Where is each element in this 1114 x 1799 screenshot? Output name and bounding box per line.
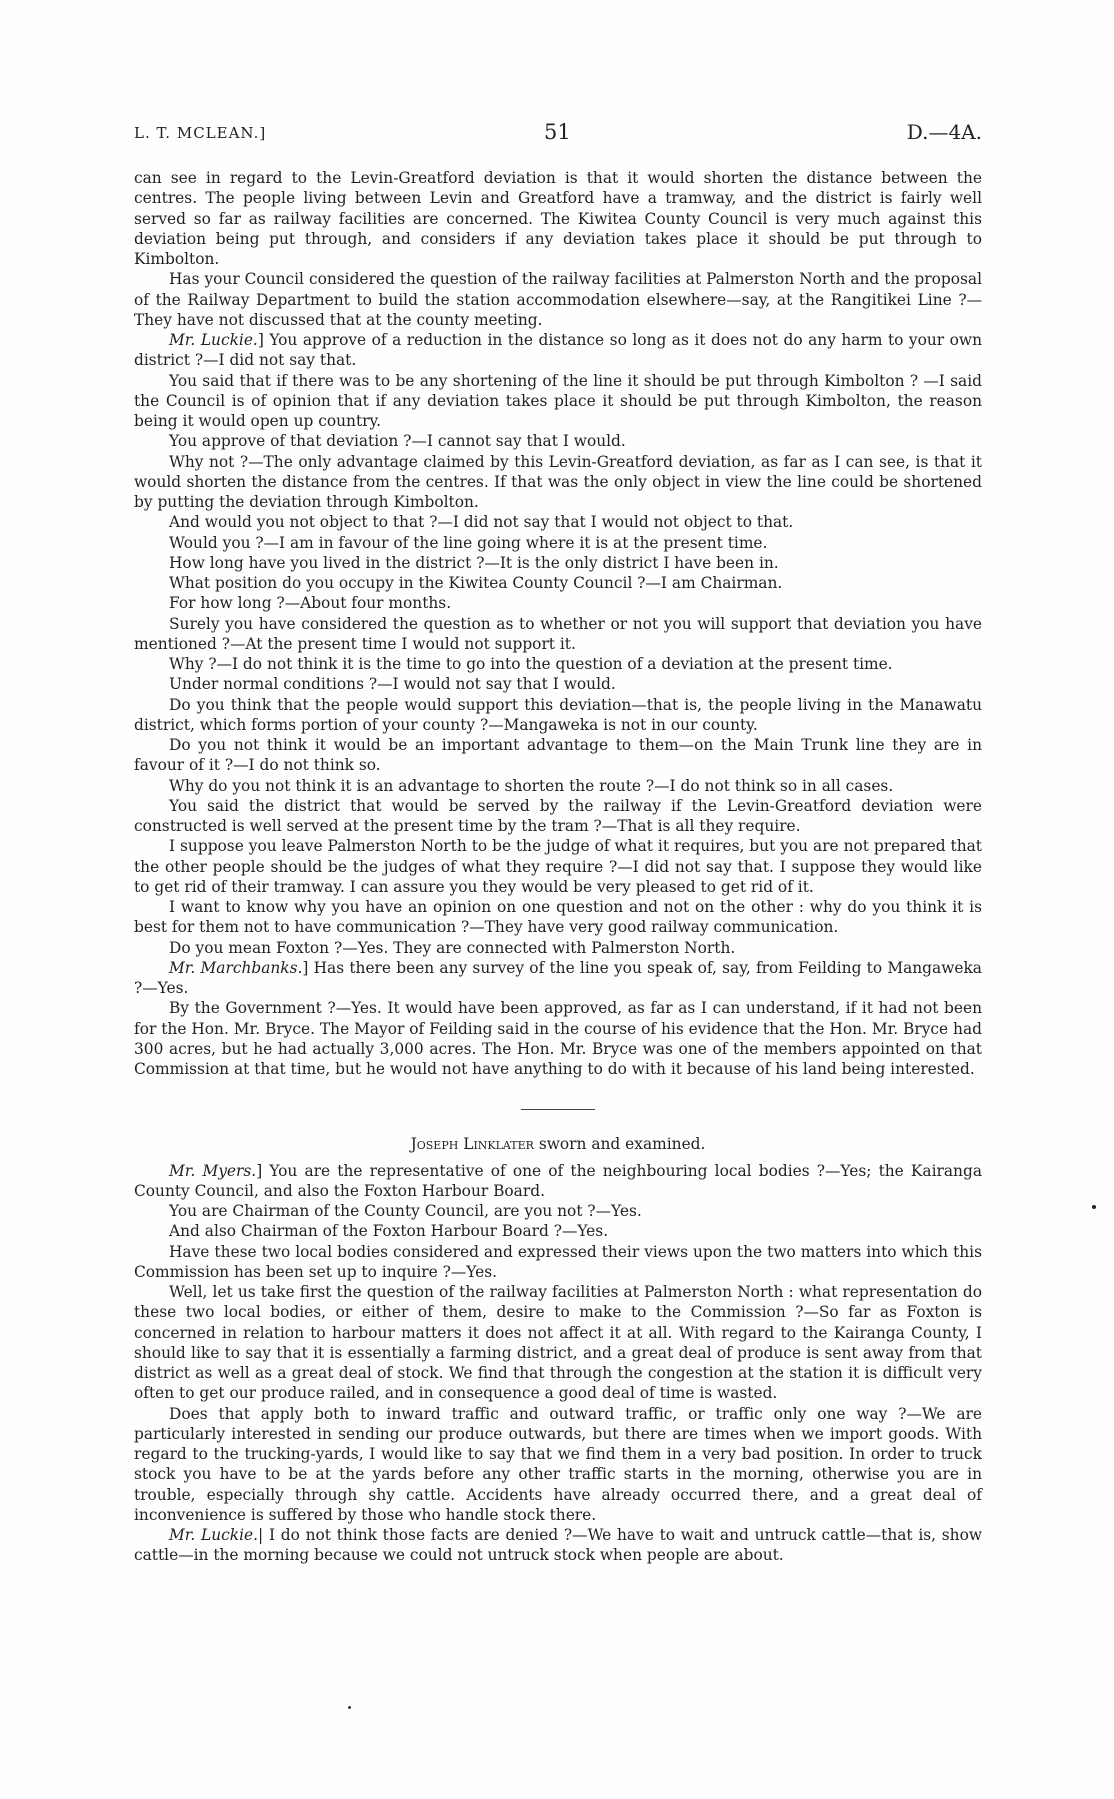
page-number: 51 <box>544 120 571 144</box>
paragraph-text: I do not think those facts are denied ?—We have to wait and untruck cattle—that is, show cattle—in the morning because we could not untruck stock when people are about. <box>134 1526 983 1565</box>
paragraph: Mr. Myers.] You are the representative of one of the neighbouring local bodies ?—Yes; the Kairanga County Council, and also the Foxton Harbour Board. <box>134 1161 982 1200</box>
paragraph: can see in regard to the Levin-Greatford deviation is that it would shorten the distance between the centres. The people living between Levin and Greatford have a tramway, and the district is fairly well served so far as railway facilities are concerned. The Kiwitea County Council is very much against this deviation being put through, and considers if any deviation takes place it should be put through to Kimbolton. <box>134 169 982 268</box>
header-witness: L. T. MCLEAN.] <box>134 124 267 142</box>
paragraph-text: You approve of a reduction in the distance so long as it does not do any harm to your own district ?—I did not say that. <box>134 331 982 370</box>
paragraph-text: Has there been any survey of the line you speak of, say, from Feilding to Mangaweka ?—Yes. <box>134 958 982 997</box>
paragraph: By the Government ?—Yes. It would have been approved, as far as I can understand, if it had not been for the Hon. Mr. Bryce. The Mayor of Feilding said in the course of his evidence that the Hon. Mr. Bryce had 300 acres, but he had actually 3,000 acres. The Hon. Mr. Bryce was one of the members appointed on that Commission at that time, but he would not have anything to do with it because of his land being interested. <box>134 999 982 1078</box>
stray-mark <box>348 1706 351 1709</box>
paragraph: Do you mean Foxton ?—Yes. They are connected with Palmerston North. <box>169 938 736 957</box>
document-reference: D.—4A. <box>906 120 982 144</box>
page-header <box>134 120 982 150</box>
paragraph-text: You are the representative of one of the neighbouring local bodies ?—Yes; the Kairanga County Council, and also the Foxton Harbour Board. <box>134 1161 982 1200</box>
paragraph: Has your Council considered the question of the railway facilities at Palmerston North and the proposal of the Railway Department to build the station accommodation elsewhere—say, at the Rangitikei Line ?—They have not discussed that at the county meeting. <box>134 270 982 329</box>
paragraph: Would you ?—I am in favour of the line going where it is at the present time. <box>169 533 768 552</box>
paragraph: Mr. Marchbanks.] Has there been any survey of the line you speak of, say, from Feilding to Mangaweka ?—Yes. <box>134 958 982 997</box>
margin-mark <box>1092 1205 1096 1209</box>
paragraph: Do you think that the people would support this deviation—that is, the people living in the Manawatu district, which forms portion of your county ?—Mangaweka is not in our county. <box>134 695 982 734</box>
speaker-name: Mr. Marchbanks. <box>169 958 303 977</box>
speaker-name: Mr. Myers. <box>169 1161 257 1180</box>
paragraph: Surely you have considered the question as to whether or not you will support that deviation you have mentioned ?—At the present time I would not support it. <box>134 614 982 653</box>
paragraph: You approve of that deviation ?—I cannot say that I would. <box>169 432 626 451</box>
paragraph: And would you not object to that ?—I did not say that I would not object to that. <box>169 513 794 532</box>
paragraph: Well, let us take first the question of the railway facilities at Palmerston North : what representation do these two local bodies, or either of them, desire to make to the Commission ?—So far as Foxton is concerned in relation to harbour matters it does not affect it at all. With regard to the Kairanga County, I should like to say that it is essentially a farming district, and a great deal of produce is sent away from that district as well as a great deal of stock. We find that through the congestion at the station it is difficult very often to get our produce railed, and in consequence a good deal of time is wasted. <box>134 1283 982 1403</box>
paragraph: Under normal conditions ?—I would not say that I would. <box>169 675 616 694</box>
witness-name: Joseph Linklater <box>410 1135 534 1154</box>
body-text <box>134 168 982 1566</box>
paragraph: Do you not think it would be an important advantage to them—on the Main Trunk line they are in favour of it ?—I do not think so. <box>134 736 982 775</box>
paragraph: You said that if there was to be any shortening of the line it should be put through Kimbolton ? —I said the Council is of opinion that if any deviation takes place it should be put through Kimbolton, the reason being it would open up country. <box>134 371 982 430</box>
paragraph: Mr. Luckie.] You approve of a reduction in the distance so long as it does not do any harm to your own district ?—I did not say that. <box>134 331 982 370</box>
paragraph: I suppose you leave Palmerston North to be the judge of what it requires, but you are not prepared that the other people should be the judges of what they require ?—I did not say that. I suppose they would like to get rid of their tramway. I can assure you they would be very pleased to get rid of it. <box>134 837 982 896</box>
paragraph: Why ?—I do not think it is the time to go into the question of a deviation at the present time. <box>169 655 893 673</box>
paragraph: Mr. Luckie.| I do not think those facts are denied ?—We have to wait and untruck cattle—that is, show cattle—in the morning because we could not untruck stock when people are about. <box>134 1526 983 1565</box>
speaker-name: Mr. Luckie. <box>169 1526 259 1544</box>
paragraph: You said the district that would be served by the railway if the Levin-Greatford deviation were constructed is well served at the present time by the tram ?—That is all they require. <box>134 796 982 835</box>
paragraph: Does that apply both to inward traffic and outward traffic, or traffic only one way ?—We are particularly interested in sending our produce outwards, but there are times when we import goods. With regard to the trucking-yards, I would like to say that we find them in a very bad position. In order to truck stock you have to be at the yards before any other traffic starts in the morning, otherwise you are in trouble, especially through shy cattle. Accidents have already occurred there, and a great deal of inconvenience is suffered by those who handle stock there. <box>134 1404 982 1524</box>
paragraph: How long have you lived in the district ?—It is the only district I have been in. <box>169 553 779 572</box>
paragraph: I want to know why you have an opinion on one question and not on the other : why do you think it is best for them not to have communication ?—They have very good railway communication. <box>134 898 982 937</box>
speaker-name: Mr. Luckie. <box>169 331 258 349</box>
paragraph: Have these two local bodies considered and expressed their views upon the two matters into which this Commission has been set up to inquire ?—Yes. <box>134 1242 982 1281</box>
paragraph: For how long ?—About four months. <box>169 594 452 613</box>
paragraph: Why do you not think it is an advantage to shorten the route ?—I do not think so in all cases. <box>169 776 894 795</box>
section-divider <box>521 1109 595 1110</box>
paragraph: You are Chairman of the County Council, are you not ?—Yes. <box>169 1202 642 1220</box>
paragraph: And also Chairman of the Foxton Harbour Board ?—Yes. <box>169 1222 609 1241</box>
paragraph: What position do you occupy in the Kiwitea County Council ?—I am Chairman. <box>169 574 783 592</box>
witness-heading <box>134 1134 982 1154</box>
heading-text: sworn and examined. <box>538 1135 706 1154</box>
paragraph: Why not ?—The only advantage claimed by this Levin-Greatford deviation, as far as I can see, is that it would shorten the distance from the centres. If that was the only object in view the line could be shortened by putting the deviation through Kimbolton. <box>134 452 982 511</box>
